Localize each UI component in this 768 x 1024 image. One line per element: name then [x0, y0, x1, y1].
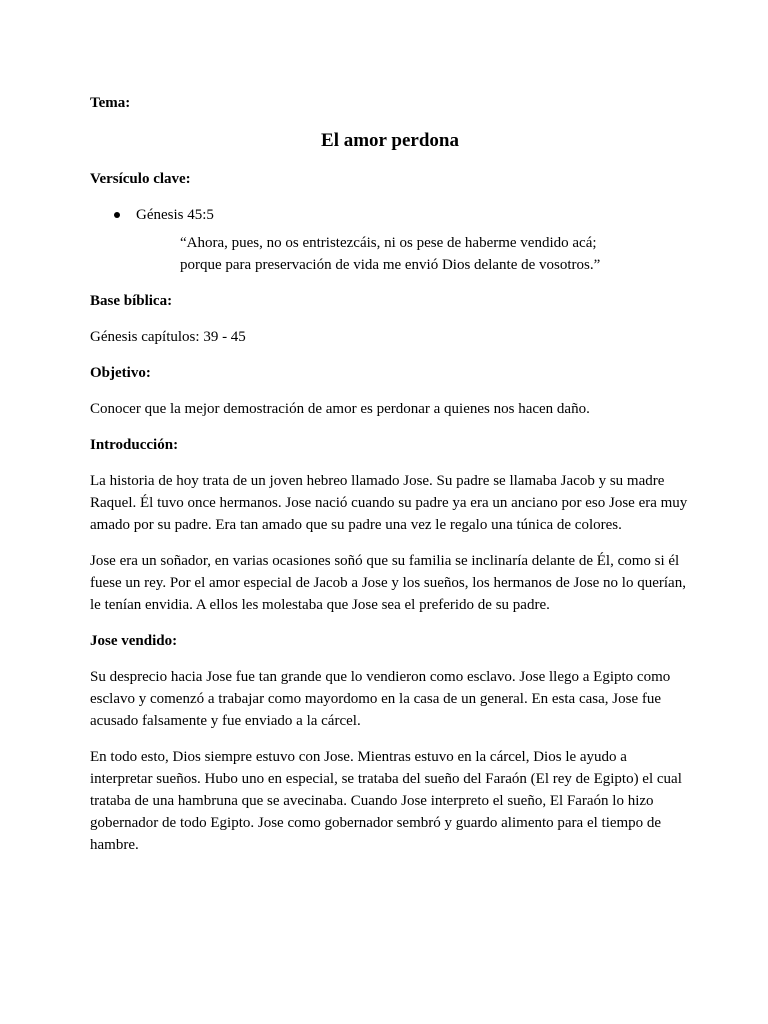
introduccion-paragraph: Jose era un soñador, en varias ocasiones soñó que su familia se inclinaría delante de Él, como si él fuese un rey. Por el amor especial de Jacob a Jose y los sueños, los hermanos de Jose no lo querían, le tenían envidia. A ellos les molestaba que Jose sea el preferido de su padre. — [90, 553, 686, 613]
document-title: El amor perdona — [321, 130, 459, 151]
jose-vendido-paragraph: En todo esto, Dios siempre estuvo con Jose. Mientras estuvo en la cárcel, Dios le ayudo a interpretar sueños. Hubo uno en especial, se trataba del sueño del Faraón (El rey de Egipto) el cual trataba de una hambruna que se avecinaba. Cuando Jose interpreto el sueño, El Faraón lo hizo gobernador de todo Egipto. Jose como gobernador sembró y guardo alimento para el tiempo de hambre. — [90, 749, 682, 853]
list-item — [90, 204, 690, 226]
bullet-icon — [114, 212, 120, 218]
tema-heading: Tema: — [90, 95, 131, 111]
document-page — [90, 92, 690, 870]
base-heading: Base bíblica: — [90, 293, 173, 309]
verse-quote-line: “Ahora, pues, no os entristezcáis, ni os pese de haberme vendido acá; — [180, 235, 597, 251]
introduccion-paragraph: La historia de hoy trata de un joven hebreo llamado Jose. Su padre se llamaba Jacob y su madre Raquel. Él tuvo once hermanos. Jose nació cuando su padre ya era un anciano por eso Jose era muy amado por su padre. Era tan amado que su padre una vez le regalo una túnica de colores. — [90, 473, 688, 533]
objetivo-text: Conocer que la mejor demostración de amor es perdonar a quienes nos hacen daño. — [90, 401, 590, 417]
verse-quote — [180, 232, 690, 276]
versiculo-heading: Versículo clave: — [90, 171, 191, 187]
verse-quote-line: porque para preservación de vida me envió Dios delante de vosotros.” — [180, 257, 601, 273]
introduccion-heading: Introducción: — [90, 437, 179, 453]
base-text: Génesis capítulos: 39 - 45 — [90, 329, 246, 345]
objetivo-heading: Objetivo: — [90, 365, 151, 381]
jose-vendido-heading: Jose vendido: — [90, 633, 178, 649]
versiculo-reference: Génesis 45:5 — [136, 207, 214, 223]
versiculo-list — [90, 204, 690, 226]
jose-vendido-paragraph: Su desprecio hacia Jose fue tan grande que lo vendieron como esclavo. Jose llego a Egipto como esclavo y comenzó a trabajar como mayordomo en la casa de un general. En esta casa, Jose fue acusado falsamente y fue enviado a la cárcel. — [90, 669, 671, 729]
